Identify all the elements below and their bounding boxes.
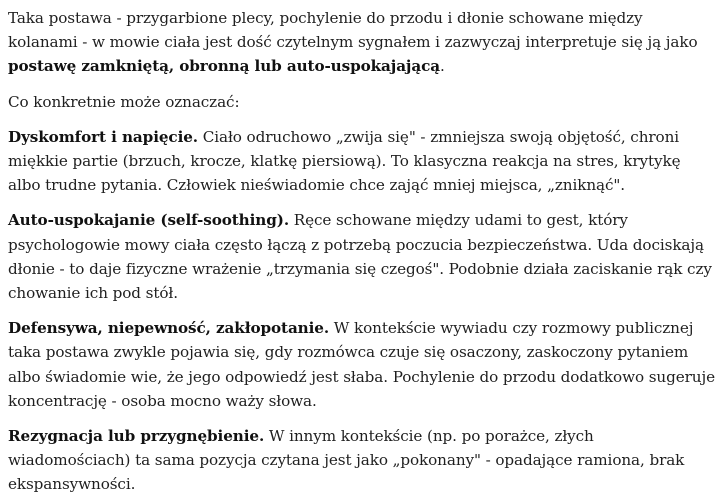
section-text: W kontekście wywiadu czy rozmowy publicznej taka postawa zwykle pojawia się, gdy rozmówca czuje się osaczony, zaskoczony pytaniem albo świadomie wie, że jego odpowiedź jest słaba. Pochylenie do przodu dodatkowo sugeruje koncentrację - osoba mocno waży słowa. bbox=[8, 319, 715, 410]
section-discomfort bbox=[8, 125, 715, 198]
section-heading: Auto-uspokajanie (self-soothing). bbox=[8, 211, 290, 230]
lead-paragraph: Co konkretnie może oznaczać: bbox=[8, 92, 240, 111]
section-resignation bbox=[8, 424, 715, 497]
section-defensive bbox=[8, 316, 715, 413]
section-self-soothing bbox=[8, 208, 715, 305]
section-heading: Dyskomfort i napięcie. bbox=[8, 127, 198, 146]
intro-end: . bbox=[439, 57, 445, 76]
section-text: W innym kontekście (np. po porażce, złych wiadomościach) ta sama pozycja czytana jest jako „pokonany" - opadające ramiona, brak ekspansywności. bbox=[8, 427, 685, 494]
section-heading: Defensywa, niepewność, zakłopotanie. bbox=[8, 319, 330, 338]
section-text: Ręce schowane między udami to gest, który psychologowie mowy ciała często łączą z potrzebą poczucia bezpieczeństwa. Uda dociskają dłonie - to daje fizyczne wrażenie „trzymania się czegoś". Podobnie działa zaciskanie rąk czy chowanie ich pod stół. bbox=[8, 211, 712, 303]
intro-paragraph bbox=[8, 6, 715, 79]
section-heading: Rezygnacja lub przygnębienie. bbox=[8, 427, 265, 446]
intro-bold-phrase: postawę zamkniętą, obronną lub auto-uspokajającą bbox=[8, 57, 440, 76]
section-text: Ciało odruchowo „zwija się" - zmniejsza swoją objętość, chroni miękkie partie (brzuch, krocze, klatkę piersiową). To klasyczna reakcja na stres, krytykę albo trudne pytania. Człowiek nieświadomie chce zająć mniej miejsca, „zniknąć". bbox=[8, 127, 681, 195]
intro-text: Taka postawa - przygarbione plecy, pochylenie do przodu i dłonie schowane między kolanami - w mowie ciała jest dość czytelnym sygnałem i zazwyczaj interpretuje się ją jako bbox=[8, 9, 698, 52]
